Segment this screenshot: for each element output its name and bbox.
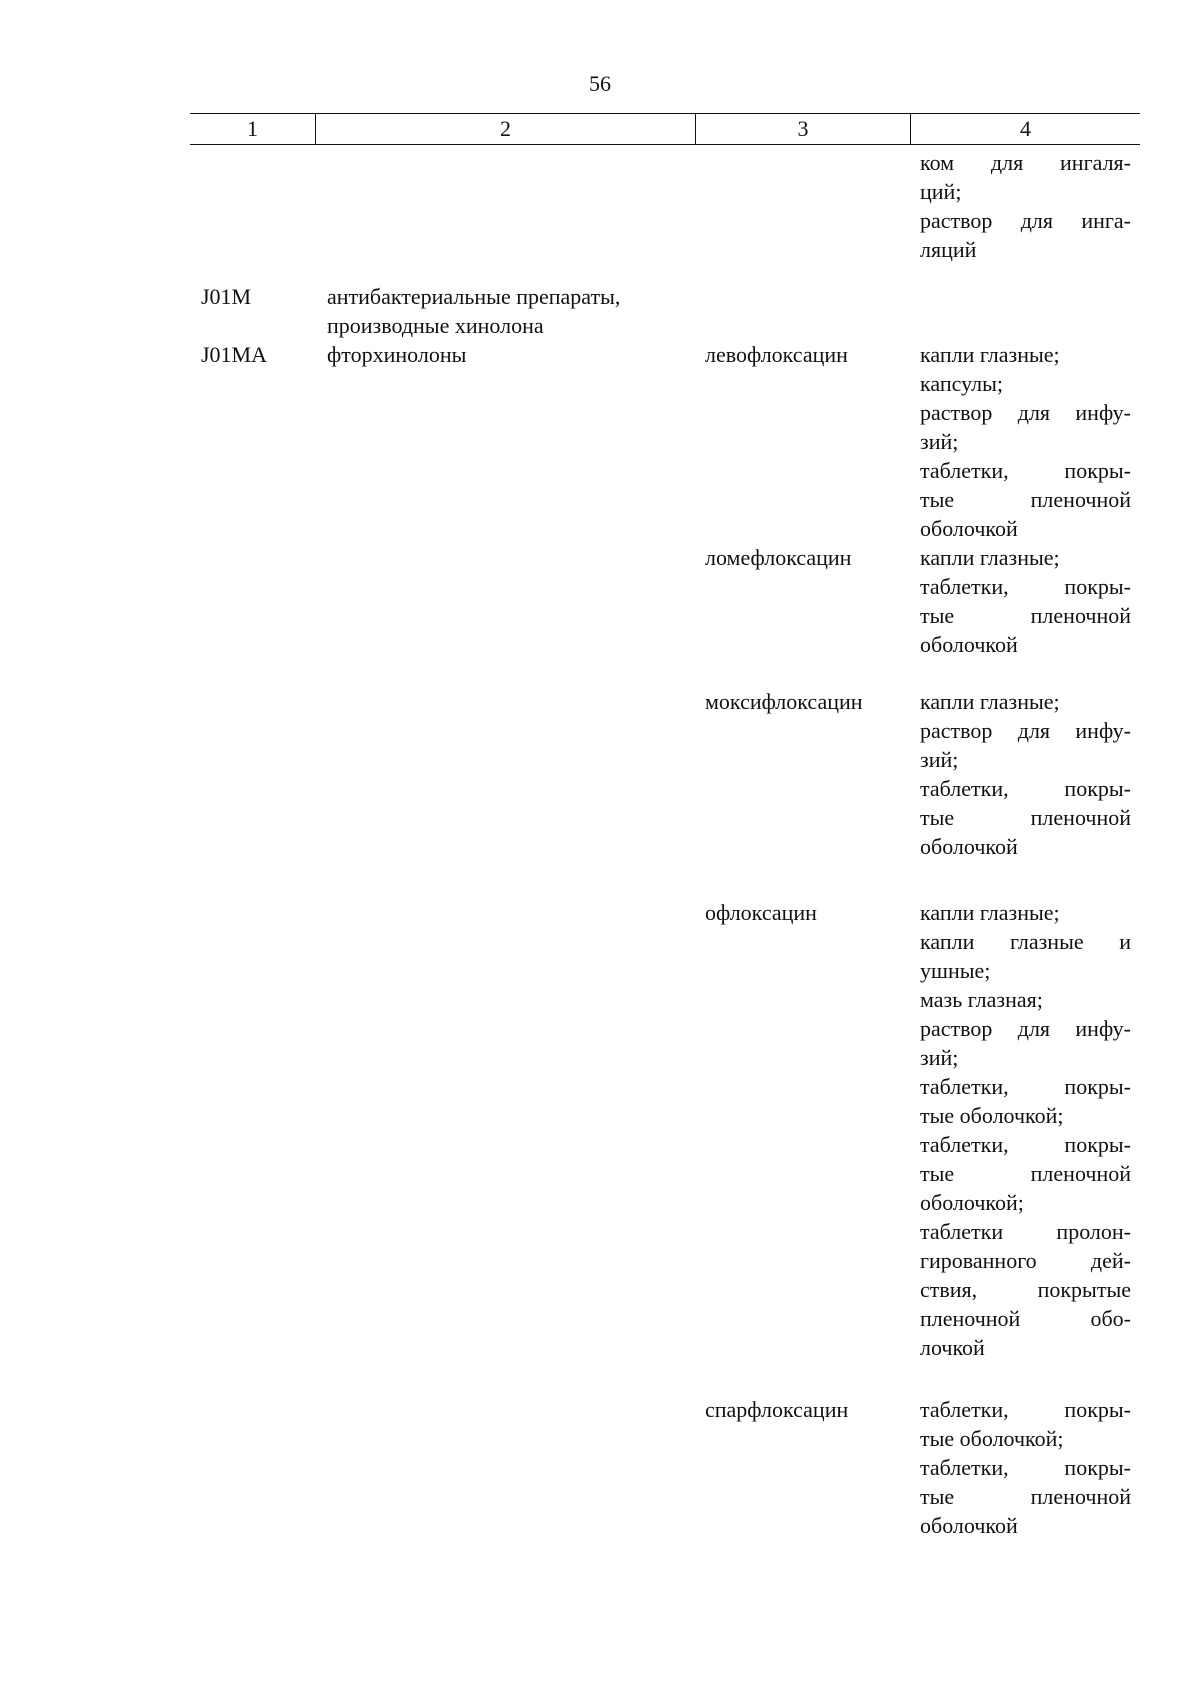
dosage-forms-cell — [920, 340, 1131, 543]
forms-line: ушные; — [920, 958, 991, 983]
forms-line: зий; — [920, 747, 959, 772]
forms-line: оболочкой — [920, 1513, 1018, 1538]
drug-name-cell: офлоксацин — [705, 900, 817, 925]
group-name-cell: фторхинолоны — [327, 342, 467, 367]
forms-line: гированного дей- — [920, 1248, 1131, 1273]
forms-line: пленочной обо- — [920, 1306, 1131, 1331]
drug-name-cell: левофлоксацин — [705, 342, 848, 367]
forms-line: капли глазные; — [920, 545, 1060, 570]
forms-line: ствия, покрытые — [920, 1277, 1131, 1302]
forms-line: тые пленочной — [920, 805, 1131, 830]
forms-line: таблетки, покры- — [920, 574, 1131, 599]
forms-line: зий; — [920, 429, 959, 454]
forms-line: тые пленочной — [920, 1161, 1131, 1186]
column-header-4: 4 — [910, 114, 1140, 144]
forms-line: ляций — [920, 237, 977, 262]
atc-code-cell: J01MA — [201, 342, 268, 367]
forms-line: ком для ингаля- — [920, 150, 1131, 175]
forms-line: оболочкой — [920, 632, 1018, 657]
forms-line: раствор для инфу- — [920, 718, 1131, 743]
forms-line: таблетки, покры- — [920, 776, 1131, 801]
column-header-3: 3 — [695, 114, 910, 144]
group-name-line: производные хинолона — [327, 313, 544, 338]
forms-line: капсулы; — [920, 371, 1003, 396]
column-header-2: 2 — [315, 114, 695, 144]
dosage-forms-cell — [920, 1395, 1131, 1540]
page-number: 56 — [589, 71, 611, 96]
forms-line: таблетки, покры- — [920, 1132, 1131, 1157]
forms-line: тые пленочной — [920, 1484, 1131, 1509]
column-header-1: 1 — [247, 116, 258, 141]
group-name-line: антибактериальные препараты, — [327, 284, 621, 309]
forms-line: мазь глазная; — [920, 987, 1043, 1012]
forms-line: тые оболочкой; — [920, 1426, 1064, 1451]
forms-line: раствор для инга- — [920, 208, 1131, 233]
group-name-cell — [327, 282, 697, 340]
forms-line: раствор для инфу- — [920, 1016, 1131, 1041]
dosage-forms-cell — [920, 543, 1131, 659]
forms-line: таблетки, покры- — [920, 1074, 1131, 1099]
forms-line: тые оболочкой; — [920, 1103, 1064, 1128]
forms-line: тые пленочной — [920, 487, 1131, 512]
forms-line: капли глазные; — [920, 689, 1060, 714]
drug-name-cell: моксифлоксацин — [705, 689, 863, 714]
forms-line: таблетки, покры- — [920, 1455, 1131, 1480]
forms-line: лочкой — [920, 1335, 985, 1360]
table-header-row — [190, 113, 1140, 145]
dosage-forms-cell — [920, 687, 1131, 861]
forms-line: ций; — [920, 179, 962, 204]
atc-code-cell: J01M — [201, 284, 252, 309]
forms-line: капли глазные; — [920, 900, 1060, 925]
forms-line: капли глазные и — [920, 929, 1131, 954]
forms-line: оболочкой — [920, 516, 1018, 541]
forms-line: таблетки, покры- — [920, 458, 1131, 483]
continuation-forms-cell — [920, 148, 1131, 264]
drug-name-cell: спарфлоксацин — [705, 1397, 849, 1422]
forms-line: раствор для инфу- — [920, 400, 1131, 425]
drug-name-cell: ломефлоксацин — [705, 545, 852, 570]
dosage-forms-cell — [920, 898, 1131, 1362]
forms-line: оболочкой; — [920, 1190, 1024, 1215]
forms-line: капли глазные; — [920, 342, 1060, 367]
forms-line: таблетки, покры- — [920, 1397, 1131, 1422]
forms-line: таблетки пролон- — [920, 1219, 1131, 1244]
forms-line: оболочкой — [920, 834, 1018, 859]
forms-line: зий; — [920, 1045, 959, 1070]
forms-line: тые пленочной — [920, 603, 1131, 628]
